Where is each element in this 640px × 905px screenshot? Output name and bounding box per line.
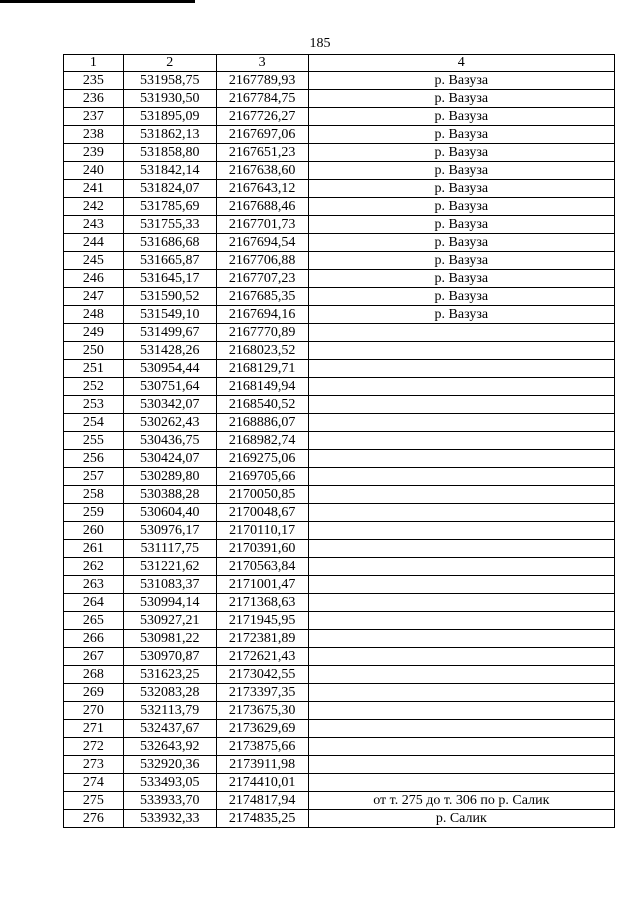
point-number-cell: 268 [64,666,124,684]
point-number-cell: 237 [64,108,124,126]
x-coordinate-cell: 531842,14 [123,162,216,180]
y-coordinate-cell: 2167697,06 [216,126,308,144]
x-coordinate-cell: 531930,50 [123,90,216,108]
x-coordinate-cell: 532920,36 [123,756,216,774]
description-cell [308,522,614,540]
point-number-cell: 267 [64,648,124,666]
point-number-cell: 257 [64,468,124,486]
point-number-cell: 261 [64,540,124,558]
x-coordinate-cell: 533493,05 [123,774,216,792]
point-number-cell: 255 [64,432,124,450]
table-row [64,576,615,594]
description-cell [308,414,614,432]
column-header: 3 [216,55,308,72]
point-number-cell: 248 [64,306,124,324]
table-row [64,306,615,324]
x-coordinate-cell: 531549,10 [123,306,216,324]
description-cell: р. Вазуза [308,126,614,144]
y-coordinate-cell: 2169705,66 [216,468,308,486]
description-cell: р. Вазуза [308,252,614,270]
description-cell: р. Вазуза [308,288,614,306]
point-number-cell: 275 [64,792,124,810]
description-cell: р. Вазуза [308,198,614,216]
point-number-cell: 254 [64,414,124,432]
x-coordinate-cell: 531755,33 [123,216,216,234]
table-row [64,792,615,810]
description-cell: р. Вазуза [308,144,614,162]
x-coordinate-cell: 531428,26 [123,342,216,360]
description-cell [308,558,614,576]
y-coordinate-cell: 2168129,71 [216,360,308,378]
description-cell [308,504,614,522]
table-row [64,180,615,198]
y-coordinate-cell: 2167688,46 [216,198,308,216]
y-coordinate-cell: 2167643,12 [216,180,308,198]
description-cell: р. Вазуза [308,108,614,126]
table-row [64,756,615,774]
table-row [64,558,615,576]
table-row [64,360,615,378]
y-coordinate-cell: 2173042,55 [216,666,308,684]
coordinates-table [63,54,615,828]
table-row [64,396,615,414]
y-coordinate-cell: 2167770,89 [216,324,308,342]
description-cell: р. Вазуза [308,234,614,252]
description-cell: р. Салик [308,810,614,828]
point-number-cell: 244 [64,234,124,252]
x-coordinate-cell: 532083,28 [123,684,216,702]
table-row [64,234,615,252]
x-coordinate-cell: 531665,87 [123,252,216,270]
point-number-cell: 247 [64,288,124,306]
description-cell: р. Вазуза [308,180,614,198]
description-cell: р. Вазуза [308,72,614,90]
table-row [64,738,615,756]
description-cell [308,450,614,468]
y-coordinate-cell: 2167707,23 [216,270,308,288]
y-coordinate-cell: 2170110,17 [216,522,308,540]
table-row [64,216,615,234]
y-coordinate-cell: 2171368,63 [216,594,308,612]
y-coordinate-cell: 2170050,85 [216,486,308,504]
table-row [64,468,615,486]
y-coordinate-cell: 2173675,30 [216,702,308,720]
description-cell [308,702,614,720]
x-coordinate-cell: 530436,75 [123,432,216,450]
table-row [64,72,615,90]
x-coordinate-cell: 530388,28 [123,486,216,504]
point-number-cell: 271 [64,720,124,738]
x-coordinate-cell: 531645,17 [123,270,216,288]
description-cell [308,756,614,774]
point-number-cell: 276 [64,810,124,828]
table-row [64,540,615,558]
x-coordinate-cell: 531958,75 [123,72,216,90]
description-cell [308,720,614,738]
x-coordinate-cell: 532437,67 [123,720,216,738]
x-coordinate-cell: 530994,14 [123,594,216,612]
point-number-cell: 274 [64,774,124,792]
table-row [64,414,615,432]
y-coordinate-cell: 2174835,25 [216,810,308,828]
x-coordinate-cell: 530262,43 [123,414,216,432]
top-rule [0,0,195,3]
point-number-cell: 269 [64,684,124,702]
y-coordinate-cell: 2173875,66 [216,738,308,756]
table-row [64,162,615,180]
point-number-cell: 249 [64,324,124,342]
x-coordinate-cell: 530342,07 [123,396,216,414]
point-number-cell: 272 [64,738,124,756]
point-number-cell: 240 [64,162,124,180]
point-number-cell: 250 [64,342,124,360]
description-cell [308,468,614,486]
y-coordinate-cell: 2167706,88 [216,252,308,270]
table-row [64,108,615,126]
y-coordinate-cell: 2167726,27 [216,108,308,126]
column-header: 4 [308,55,614,72]
description-cell [308,378,614,396]
description-cell [308,648,614,666]
description-cell [308,324,614,342]
description-cell [308,612,614,630]
y-coordinate-cell: 2174410,01 [216,774,308,792]
point-number-cell: 264 [64,594,124,612]
y-coordinate-cell: 2168540,52 [216,396,308,414]
table-row [64,504,615,522]
description-cell [308,738,614,756]
table-row [64,684,615,702]
x-coordinate-cell: 530751,64 [123,378,216,396]
table-row [64,630,615,648]
description-cell [308,486,614,504]
x-coordinate-cell: 532113,79 [123,702,216,720]
description-cell: р. Вазуза [308,162,614,180]
column-header: 1 [64,55,124,72]
y-coordinate-cell: 2168886,07 [216,414,308,432]
description-cell [308,774,614,792]
table-row [64,594,615,612]
point-number-cell: 242 [64,198,124,216]
description-cell [308,396,614,414]
point-number-cell: 260 [64,522,124,540]
y-coordinate-cell: 2172621,43 [216,648,308,666]
point-number-cell: 256 [64,450,124,468]
point-number-cell: 241 [64,180,124,198]
table-row [64,522,615,540]
x-coordinate-cell: 531083,37 [123,576,216,594]
description-cell [308,576,614,594]
x-coordinate-cell: 530604,40 [123,504,216,522]
y-coordinate-cell: 2167789,93 [216,72,308,90]
y-coordinate-cell: 2170563,84 [216,558,308,576]
table-header-row [64,55,615,72]
point-number-cell: 235 [64,72,124,90]
description-cell [308,360,614,378]
description-cell [308,594,614,612]
point-number-cell: 239 [64,144,124,162]
y-coordinate-cell: 2167701,73 [216,216,308,234]
x-coordinate-cell: 531895,09 [123,108,216,126]
point-number-cell: 262 [64,558,124,576]
y-coordinate-cell: 2169275,06 [216,450,308,468]
x-coordinate-cell: 530981,22 [123,630,216,648]
point-number-cell: 265 [64,612,124,630]
point-number-cell: 252 [64,378,124,396]
table-row [64,774,615,792]
x-coordinate-cell: 531117,75 [123,540,216,558]
table-row [64,666,615,684]
description-cell [308,540,614,558]
x-coordinate-cell: 531785,69 [123,198,216,216]
point-number-cell: 263 [64,576,124,594]
table-row [64,378,615,396]
table-row [64,702,615,720]
y-coordinate-cell: 2167638,60 [216,162,308,180]
x-coordinate-cell: 531623,25 [123,666,216,684]
y-coordinate-cell: 2167685,35 [216,288,308,306]
description-cell: р. Вазуза [308,216,614,234]
y-coordinate-cell: 2168982,74 [216,432,308,450]
point-number-cell: 253 [64,396,124,414]
point-number-cell: 270 [64,702,124,720]
x-coordinate-cell: 530970,87 [123,648,216,666]
point-number-cell: 259 [64,504,124,522]
table-row [64,198,615,216]
y-coordinate-cell: 2168023,52 [216,342,308,360]
table-row [64,486,615,504]
y-coordinate-cell: 2171001,47 [216,576,308,594]
table-row [64,648,615,666]
y-coordinate-cell: 2167694,16 [216,306,308,324]
table-row [64,324,615,342]
column-header: 2 [123,55,216,72]
description-cell: р. Вазуза [308,306,614,324]
x-coordinate-cell: 532643,92 [123,738,216,756]
y-coordinate-cell: 2167694,54 [216,234,308,252]
x-coordinate-cell: 531221,62 [123,558,216,576]
x-coordinate-cell: 531590,52 [123,288,216,306]
point-number-cell: 251 [64,360,124,378]
description-cell [308,684,614,702]
y-coordinate-cell: 2172381,89 [216,630,308,648]
table-row [64,90,615,108]
table-row [64,144,615,162]
point-number-cell: 273 [64,756,124,774]
table-row [64,612,615,630]
table-row [64,450,615,468]
point-number-cell: 236 [64,90,124,108]
table-row [64,810,615,828]
table-row [64,126,615,144]
point-number-cell: 245 [64,252,124,270]
y-coordinate-cell: 2168149,94 [216,378,308,396]
y-coordinate-cell: 2170048,67 [216,504,308,522]
description-cell: р. Вазуза [308,270,614,288]
point-number-cell: 243 [64,216,124,234]
table-row [64,342,615,360]
x-coordinate-cell: 531858,80 [123,144,216,162]
description-cell [308,666,614,684]
y-coordinate-cell: 2171945,95 [216,612,308,630]
table-row [64,720,615,738]
table-row [64,252,615,270]
x-coordinate-cell: 530976,17 [123,522,216,540]
y-coordinate-cell: 2170391,60 [216,540,308,558]
x-coordinate-cell: 531824,07 [123,180,216,198]
x-coordinate-cell: 530424,07 [123,450,216,468]
page-number: 185 [309,36,331,51]
description-cell [308,342,614,360]
x-coordinate-cell: 531499,67 [123,324,216,342]
point-number-cell: 266 [64,630,124,648]
x-coordinate-cell: 533933,70 [123,792,216,810]
y-coordinate-cell: 2173397,35 [216,684,308,702]
y-coordinate-cell: 2173911,98 [216,756,308,774]
description-cell: от т. 275 до т. 306 по р. Салик [308,792,614,810]
description-cell [308,630,614,648]
x-coordinate-cell: 533932,33 [123,810,216,828]
table-row [64,270,615,288]
x-coordinate-cell: 530927,21 [123,612,216,630]
description-cell [308,432,614,450]
x-coordinate-cell: 530289,80 [123,468,216,486]
table-row [64,288,615,306]
y-coordinate-cell: 2167784,75 [216,90,308,108]
x-coordinate-cell: 531862,13 [123,126,216,144]
x-coordinate-cell: 531686,68 [123,234,216,252]
y-coordinate-cell: 2174817,94 [216,792,308,810]
point-number-cell: 246 [64,270,124,288]
table-row [64,432,615,450]
description-cell: р. Вазуза [308,90,614,108]
point-number-cell: 238 [64,126,124,144]
x-coordinate-cell: 530954,44 [123,360,216,378]
y-coordinate-cell: 2167651,23 [216,144,308,162]
y-coordinate-cell: 2173629,69 [216,720,308,738]
point-number-cell: 258 [64,486,124,504]
